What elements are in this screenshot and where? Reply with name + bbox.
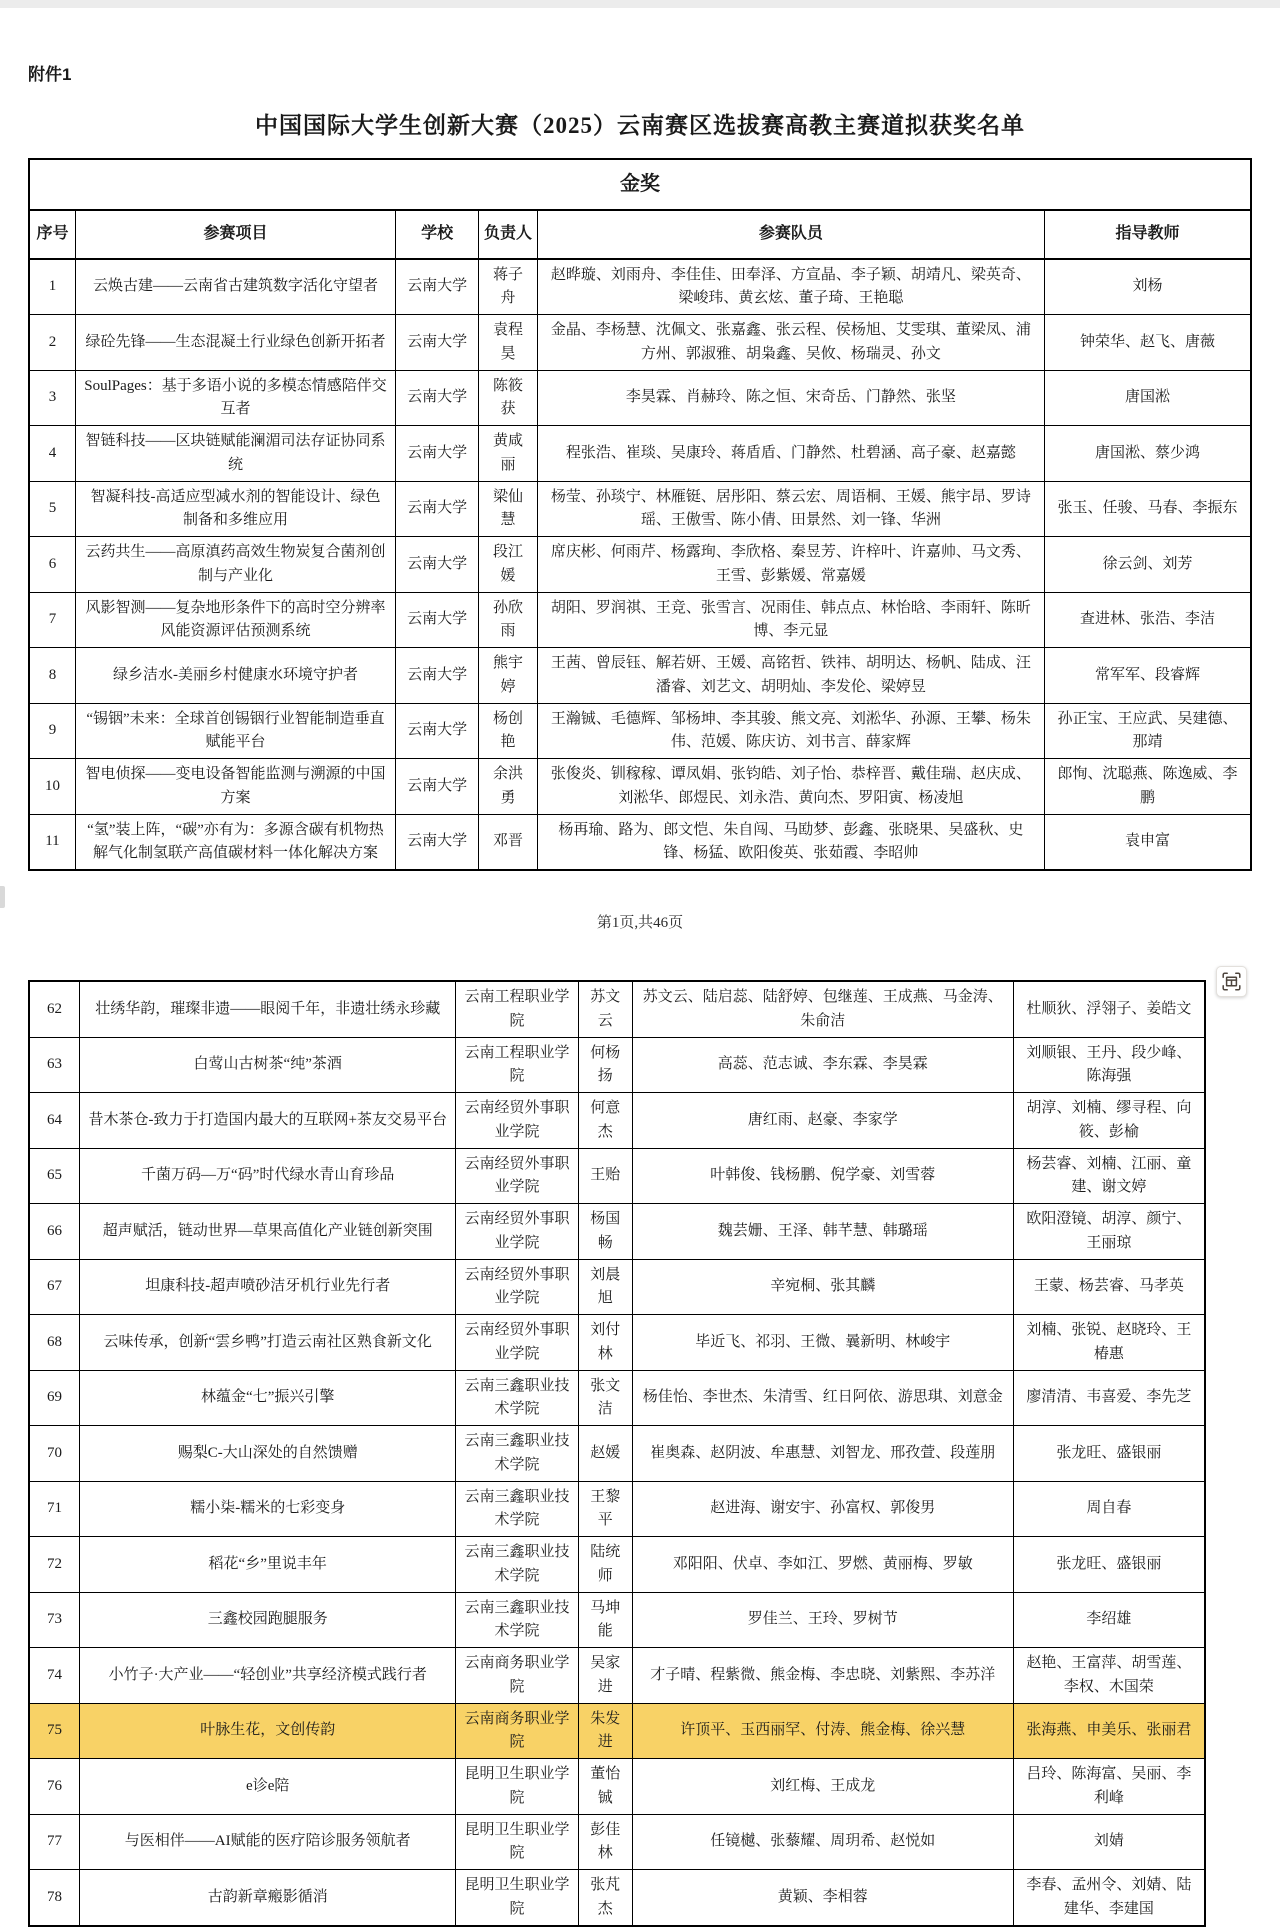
col-header-members: 参赛队员	[537, 210, 1044, 259]
row-number-cell: 68	[29, 1315, 80, 1371]
school-cell: 云南大学	[396, 814, 479, 870]
leader-cell: 陆统师	[578, 1537, 632, 1593]
team-members-cell: 高蕊、范志诚、李东霖、李昊霖	[632, 1037, 1013, 1093]
row-number-cell: 77	[29, 1814, 80, 1870]
table-row	[29, 1370, 1205, 1426]
row-number-cell: 67	[29, 1259, 80, 1315]
school-cell: 云南大学	[396, 759, 479, 815]
team-members-cell: 苏文云、陆启蕊、陆舒婷、包继莲、王成燕、马金涛、朱俞洁	[632, 981, 1013, 1037]
table-row	[29, 537, 1251, 593]
project-name-cell: 赐梨C-大山深处的自然馈赠	[80, 1426, 456, 1482]
row-number-cell: 65	[29, 1148, 80, 1204]
project-name-cell: 白莺山古树茶“纯”茶酒	[80, 1037, 456, 1093]
team-members-cell: 罗佳兰、王玲、罗树节	[632, 1592, 1013, 1648]
team-members-cell: 王瀚铖、毛德辉、邹杨坤、李其骏、熊文亮、刘淞华、孙源、王攀、杨朱伟、范媛、陈庆访、刘书言、薛家辉	[537, 703, 1044, 759]
advisors-cell: 胡淳、刘楠、缪寻程、向筱、彭榆	[1013, 1093, 1205, 1149]
leader-cell: 苏文云	[578, 981, 632, 1037]
leader-cell: 梁仙慧	[479, 481, 538, 537]
row-number-cell: 70	[29, 1426, 80, 1482]
table-row	[29, 1093, 1205, 1149]
table-row	[29, 1259, 1205, 1315]
page-number-footer: 第1页,共46页	[596, 915, 684, 932]
table-row	[29, 814, 1251, 870]
team-members-cell: 唐红雨、赵豪、李家学	[632, 1093, 1013, 1149]
row-number-cell: 5	[29, 481, 75, 537]
team-members-cell: 金晶、李杨慧、沈佩文、张嘉鑫、张云程、侯杨旭、艾雯琪、董梁凤、浦方州、郭淑雅、胡枭鑫、吴攸、杨瑞灵、孙文	[537, 315, 1044, 371]
team-members-cell: 刘红梅、王成龙	[632, 1759, 1013, 1815]
project-name-cell: e诊e陪	[80, 1759, 456, 1815]
table-row	[29, 1204, 1205, 1260]
project-name-cell: 智凝科技-高适应型减水剂的智能设计、绿色制备和多维应用	[75, 481, 395, 537]
extract-table-button[interactable]	[1216, 966, 1247, 997]
row-number-cell: 71	[29, 1481, 80, 1537]
row-number-cell: 8	[29, 648, 75, 704]
row-number-cell: 76	[29, 1759, 80, 1815]
table-row	[29, 1537, 1205, 1593]
leader-cell: 赵媛	[578, 1426, 632, 1482]
school-cell: 云南大学	[396, 537, 479, 593]
school-cell: 昆明卫生职业学院	[456, 1870, 578, 1926]
col-header-project: 参赛项目	[75, 210, 395, 259]
team-members-cell: 王茜、曾辰钰、解若妍、王媛、高铭哲、铁祎、胡明达、杨帆、陆成、汪潘睿、刘艺文、胡明灿、李发伦、梁婷昱	[537, 648, 1044, 704]
col-header-leader: 负责人	[479, 210, 538, 259]
school-cell: 云南三鑫职业技术学院	[456, 1592, 578, 1648]
leader-cell: 杨创艳	[479, 703, 538, 759]
table-row	[29, 759, 1251, 815]
team-members-cell: 黄颖、李相蓉	[632, 1870, 1013, 1926]
team-members-cell: 胡阳、罗润祺、王竞、张雪言、况雨佳、韩点点、林怡晗、李雨轩、陈昕博、李元显	[537, 592, 1044, 648]
leader-cell: 蒋子舟	[479, 259, 538, 315]
table-row	[29, 1481, 1205, 1537]
table-row	[29, 315, 1251, 371]
leader-cell: 孙欣雨	[479, 592, 538, 648]
school-cell: 云南经贸外事职业学院	[456, 1148, 578, 1204]
row-number-cell: 1	[29, 259, 75, 315]
team-members-cell: 杨莹、孙琰宁、林雁铤、居彤阳、蔡云宏、周语桐、王媛、熊宇昂、罗诗瑶、王傲雪、陈小倩、田景然、刘一锋、华洲	[537, 481, 1044, 537]
project-name-cell: 稻花“乡”里说丰年	[80, 1537, 456, 1593]
advisors-cell: 吕玲、陈海富、吴丽、李利峰	[1013, 1759, 1205, 1815]
school-cell: 云南大学	[396, 703, 479, 759]
table-row	[29, 1148, 1205, 1204]
project-name-cell: 绿乡洁水-美丽乡村健康水环境守护者	[75, 648, 395, 704]
table-row	[29, 1814, 1205, 1870]
viewer-top-strip	[0, 0, 1280, 8]
school-cell: 云南经贸外事职业学院	[456, 1259, 578, 1315]
project-name-cell: 林蕴金“七”振兴引擎	[80, 1370, 456, 1426]
page-title: 中国国际大学生创新大赛（2025）云南赛区选拔赛高教主赛道拟获奖名单	[255, 113, 1025, 138]
school-cell: 云南大学	[396, 370, 479, 426]
advisors-cell: 唐国淞、蔡少鸿	[1044, 426, 1251, 482]
project-name-cell: “氢”装上阵，“碳”亦有为：多源含碳有机物热解气化制氢联产高值碳材料一体化解决方案	[75, 814, 395, 870]
extract-table-icon	[1222, 972, 1241, 991]
project-name-cell: 风影智测——复杂地形条件下的高时空分辨率风能资源评估预测系统	[75, 592, 395, 648]
leader-cell: 何杨扬	[578, 1037, 632, 1093]
leader-cell: 黄咸丽	[479, 426, 538, 482]
table-row	[29, 592, 1251, 648]
advisors-cell: 张玉、任骏、马春、李振东	[1044, 481, 1251, 537]
leader-cell: 王贻	[578, 1148, 632, 1204]
col-header-school: 学校	[396, 210, 479, 259]
school-cell: 云南大学	[396, 592, 479, 648]
leader-cell: 刘付林	[578, 1315, 632, 1371]
advisors-cell: 廖清清、韦喜爱、李先芝	[1013, 1370, 1205, 1426]
leader-cell: 彭佳林	[578, 1814, 632, 1870]
row-number-cell: 11	[29, 814, 75, 870]
school-cell: 昆明卫生职业学院	[456, 1814, 578, 1870]
leader-cell: 刘晨旭	[578, 1259, 632, 1315]
team-members-cell: 任镜樾、张藜耀、周玥希、赵悦如	[632, 1814, 1013, 1870]
table-row	[29, 259, 1251, 315]
leader-cell: 董怡铖	[578, 1759, 632, 1815]
project-name-cell: 云味传承，创新“雲乡鸭”打造云南社区熟食新文化	[80, 1315, 456, 1371]
school-cell: 云南经贸外事职业学院	[456, 1315, 578, 1371]
row-number-cell: 74	[29, 1648, 80, 1704]
project-name-cell: 绿砼先锋——生态混凝土行业绿色创新开拓者	[75, 315, 395, 371]
table-row	[29, 1426, 1205, 1482]
row-number-cell: 6	[29, 537, 75, 593]
school-cell: 云南大学	[396, 315, 479, 371]
table-row	[29, 426, 1251, 482]
advisors-cell: 刘杨	[1044, 259, 1251, 315]
advisors-cell: 李春、孟州令、刘婧、陆建华、李建国	[1013, 1870, 1205, 1926]
advisors-cell: 查进林、张浩、李洁	[1044, 592, 1251, 648]
advisors-cell: 欧阳澄镜、胡淳、颜宁、王丽琼	[1013, 1204, 1205, 1260]
leader-cell: 段江媛	[479, 537, 538, 593]
row-number-cell: 78	[29, 1870, 80, 1926]
leader-cell: 熊宇婷	[479, 648, 538, 704]
school-cell: 云南工程职业学院	[456, 981, 578, 1037]
school-cell: 云南三鑫职业技术学院	[456, 1426, 578, 1482]
school-cell: 云南商务职业学院	[456, 1648, 578, 1704]
advisors-cell: 袁申富	[1044, 814, 1251, 870]
school-cell: 云南大学	[396, 426, 479, 482]
table-row	[29, 1037, 1205, 1093]
project-name-cell: 昔木茶仓-致力于打造国内最大的互联网+茶友交易平台	[80, 1093, 456, 1149]
row-number-cell: 64	[29, 1093, 80, 1149]
project-name-cell: “锡铟”未来：全球首创锡铟行业智能制造垂直赋能平台	[75, 703, 395, 759]
page-break-gap	[28, 932, 1252, 980]
school-cell: 云南三鑫职业技术学院	[456, 1537, 578, 1593]
school-cell: 云南经贸外事职业学院	[456, 1093, 578, 1149]
attachment-label: 附件1	[28, 65, 72, 84]
team-members-cell: 辛宛桐、张其麟	[632, 1259, 1013, 1315]
advisors-cell: 张龙旺、盛银丽	[1013, 1426, 1205, 1482]
school-cell: 云南商务职业学院	[456, 1703, 578, 1759]
row-number-cell: 4	[29, 426, 75, 482]
row-number-cell: 75	[29, 1703, 80, 1759]
team-members-cell: 崔奥森、赵阴波、牟惠慧、刘智龙、邢孜萱、段莲朋	[632, 1426, 1013, 1482]
row-number-cell: 72	[29, 1537, 80, 1593]
advisors-cell: 张海燕、申美乐、张丽君	[1013, 1703, 1205, 1759]
row-number-cell: 9	[29, 703, 75, 759]
team-members-cell: 程张浩、崔琰、吴康玲、蒋盾盾、门静然、杜碧涵、高子豪、赵嘉懿	[537, 426, 1044, 482]
table-row	[29, 981, 1205, 1037]
team-members-cell: 赵进海、谢安宇、孙富权、郭俊男	[632, 1481, 1013, 1537]
advisors-cell: 孙正宝、王应武、吴建德、那靖	[1044, 703, 1251, 759]
leader-cell: 杨国畅	[578, 1204, 632, 1260]
team-members-cell: 魏芸姗、王泽、韩芊慧、韩璐瑶	[632, 1204, 1013, 1260]
project-name-cell: 小竹子·大产业——“轻创业”共享经济模式践行者	[80, 1648, 456, 1704]
project-name-cell: 智链科技——区块链赋能澜湄司法存证协同系统	[75, 426, 395, 482]
school-cell: 云南经贸外事职业学院	[456, 1204, 578, 1260]
advisors-cell: 刘楠、张锐、赵晓玲、王椿惠	[1013, 1315, 1205, 1371]
project-name-cell: 云药共生——高原滇药高效生物炭复合菌剂创制与产业化	[75, 537, 395, 593]
award-section-header: 金奖	[29, 159, 1251, 210]
project-name-cell: 三鑫校园跑腿服务	[80, 1592, 456, 1648]
table-row	[29, 703, 1251, 759]
team-members-cell: 张俊炎、钏稼稼、谭凤娟、张钧皓、刘子怡、恭梓晋、戴佳瑞、赵庆成、刘淞华、郎煜民、刘永浩、黄向杰、罗阳寅、杨凌旭	[537, 759, 1044, 815]
team-members-cell: 赵晔璇、刘雨舟、李佳佳、田奉泽、方宣晶、李子颖、胡靖凡、梁英奇、梁峻玮、黄玄炫、董子琦、王艳聪	[537, 259, 1044, 315]
team-members-cell: 毕近飞、祁羽、王微、曩新明、林峻宇	[632, 1315, 1013, 1371]
award-section-row	[29, 159, 1251, 210]
row-number-cell: 10	[29, 759, 75, 815]
team-members-cell: 杨再瑜、路为、郎文恺、朱自闯、马劻梦、彭鑫、张晓果、吴盛秋、史锋、杨猛、欧阳俊英、张茹霞、李昭帅	[537, 814, 1044, 870]
project-name-cell: 壮绣华韵，璀璨非遗——眼阅千年，非遗壮绣永珍藏	[80, 981, 456, 1037]
project-name-cell: 千菌万码—万“码”时代绿水青山育珍品	[80, 1148, 456, 1204]
advisors-cell: 刘顺银、王丹、段少峰、陈海强	[1013, 1037, 1205, 1093]
row-number-cell: 63	[29, 1037, 80, 1093]
team-members-cell: 杨佳怡、李世杰、朱清雪、红日阿依、游思琪、刘意金	[632, 1370, 1013, 1426]
col-header-no: 序号	[29, 210, 75, 259]
advisors-cell: 刘婧	[1013, 1814, 1205, 1870]
leader-cell: 何意杰	[578, 1093, 632, 1149]
advisors-cell: 赵艳、王富萍、胡雪莲、李权、木国荣	[1013, 1648, 1205, 1704]
table-row	[29, 481, 1251, 537]
school-cell: 云南大学	[396, 648, 479, 704]
team-members-cell: 席庆彬、何雨芹、杨露珣、李欣格、秦昱芳、许梓叶、许嘉帅、马文秀、王雪、彭紫媛、常嘉媛	[537, 537, 1044, 593]
table-row	[29, 1759, 1205, 1815]
gold-award-table	[28, 158, 1252, 871]
advisors-cell: 王蒙、杨芸睿、马孝英	[1013, 1259, 1205, 1315]
school-cell: 云南工程职业学院	[456, 1037, 578, 1093]
advisors-cell: 郎恂、沈聪燕、陈逸威、李鹏	[1044, 759, 1251, 815]
advisors-cell: 李绍雄	[1013, 1592, 1205, 1648]
advisors-cell: 唐国淞	[1044, 370, 1251, 426]
project-name-cell: 智电侦探——变电设备智能监测与溯源的中国方案	[75, 759, 395, 815]
school-cell: 云南三鑫职业技术学院	[456, 1481, 578, 1537]
table-row	[29, 1703, 1205, 1759]
leader-cell: 吴家进	[578, 1648, 632, 1704]
leader-cell: 张芃杰	[578, 1870, 632, 1926]
advisors-cell: 张龙旺、盛银丽	[1013, 1537, 1205, 1593]
team-members-cell: 叶韩俊、钱杨鹏、倪学豪、刘雪蓉	[632, 1148, 1013, 1204]
continuation-award-table	[28, 980, 1206, 1927]
advisors-cell: 杨芸睿、刘楠、江丽、童建、谢文婷	[1013, 1148, 1205, 1204]
project-name-cell: 叶脉生花，文创传韵	[80, 1703, 456, 1759]
advisors-cell: 徐云剑、刘芳	[1044, 537, 1251, 593]
leader-cell: 陈筱获	[479, 370, 538, 426]
row-number-cell: 2	[29, 315, 75, 371]
leader-cell: 朱发进	[578, 1703, 632, 1759]
row-number-cell: 3	[29, 370, 75, 426]
project-name-cell: 与医相伴——AI赋能的医疗陪诊服务领航者	[80, 1814, 456, 1870]
project-name-cell: 云焕古建——云南省古建筑数字活化守望者	[75, 259, 395, 315]
leader-cell: 王黎平	[578, 1481, 632, 1537]
row-number-cell: 73	[29, 1592, 80, 1648]
team-members-cell: 邓阳阳、伏卓、李如江、罗燃、黄丽梅、罗敏	[632, 1537, 1013, 1593]
col-header-advisors: 指导教师	[1044, 210, 1251, 259]
advisors-cell: 周自春	[1013, 1481, 1205, 1537]
leader-cell: 张文洁	[578, 1370, 632, 1426]
project-name-cell: 超声赋活，链动世界—草果高值化产业链创新突围	[80, 1204, 456, 1260]
column-header-row	[29, 210, 1251, 259]
advisors-cell: 杜顺狄、浮翎子、姜皓文	[1013, 981, 1205, 1037]
table-row	[29, 370, 1251, 426]
table-row	[29, 1648, 1205, 1704]
project-name-cell: 坦康科技-超声喷砂洁牙机行业先行者	[80, 1259, 456, 1315]
leader-cell: 袁程昊	[479, 315, 538, 371]
table-row	[29, 1870, 1205, 1926]
document-page	[0, 8, 1280, 1927]
row-number-cell: 62	[29, 981, 80, 1037]
row-number-cell: 7	[29, 592, 75, 648]
advisors-cell: 钟荣华、赵飞、唐薇	[1044, 315, 1251, 371]
team-members-cell: 李昊霖、肖赫玲、陈之恒、宋奇岳、门静然、张坚	[537, 370, 1044, 426]
leader-cell: 余洪勇	[479, 759, 538, 815]
school-cell: 云南大学	[396, 259, 479, 315]
team-members-cell: 才子晴、程紫微、熊金梅、李忠晓、刘紫熙、李苏洋	[632, 1648, 1013, 1704]
advisors-cell: 常军军、段睿辉	[1044, 648, 1251, 704]
team-members-cell: 许顶平、玉西丽罕、付涛、熊金梅、徐兴慧	[632, 1703, 1013, 1759]
project-name-cell: 糯小柒-糯米的七彩变身	[80, 1481, 456, 1537]
table-row	[29, 1592, 1205, 1648]
project-name-cell: 古韵新章瘢影循消	[80, 1870, 456, 1926]
leader-cell: 邓晋	[479, 814, 538, 870]
project-name-cell: SoulPages：基于多语小说的多模态情感陪伴交互者	[75, 370, 395, 426]
table-row	[29, 1315, 1205, 1371]
school-cell: 云南三鑫职业技术学院	[456, 1370, 578, 1426]
row-number-cell: 69	[29, 1370, 80, 1426]
school-cell: 云南大学	[396, 481, 479, 537]
leader-cell: 马坤能	[578, 1592, 632, 1648]
table-row	[29, 648, 1251, 704]
school-cell: 昆明卫生职业学院	[456, 1759, 578, 1815]
row-number-cell: 66	[29, 1204, 80, 1260]
